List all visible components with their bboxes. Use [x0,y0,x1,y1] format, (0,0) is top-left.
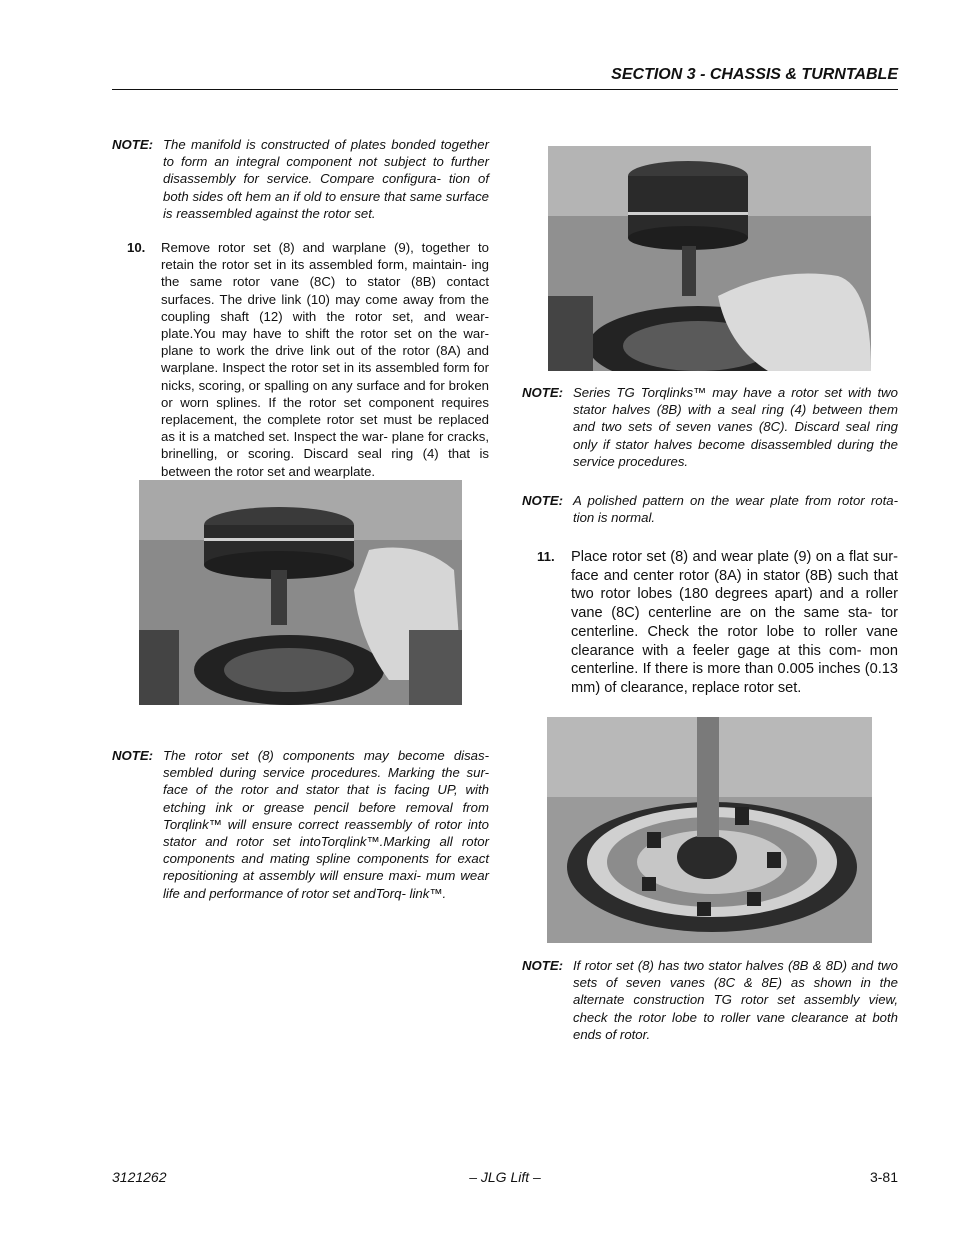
note-two-stator-halves [522,957,898,1047]
note-label: NOTE: [112,748,154,763]
note-text: A polished pattern on the wear plate from rotor rota- tion is normal. [573,493,898,526]
section-header: SECTION 3 - CHASSIS & TURNTABLE [611,66,898,83]
note-label: NOTE: [112,137,154,152]
footer-page-number: 3-81 [869,1169,898,1185]
step-text: Remove rotor set (8) and warplane (9), together to retain the rotor set in its assembled form, maintain- ing the same rotor vane (8C) to stator (8B) contact surfaces. The drive link (10) may come away from the coupling shaft (12) with the rotor set, and wear- plate.You may have to shift the rotor set on the war- plane to work the drive link out of the rotor (8A) and warplane. Inspect the rotor set in its assembled form for nicks, scoring, or spalling on any surface and for broken or worn splines. If the rotor set component requires replacement, the complete rotor set must be replaced as it is a matched set. Inspect the war- plane for cracks, brinelling, or scoring. Discard seal ring (4) that is between the rotor set and wearplate. [161,240,489,479]
step-number: 11. [537,549,555,564]
note-polished-pattern [522,492,898,528]
step-number: 10. [127,240,146,255]
rotor-set-removal-photo [139,480,462,705]
header-rule [112,89,898,90]
step-10 [127,239,489,479]
note-label: NOTE: [522,385,564,400]
note-text: The rotor set (8) components may become disas- sembled during service procedures. Marking the sur- face of the rotor and stator that is facing UP, with etching ink or grease pencil before removal from Torqlink™ will ensure correct reassembly of rotor into stator and rotor set intoTorqlink™.Marking all rotor components and mating spline components for exact repositioning at assembly will ensure maxi- mum wear life and performance of rotor set andTorq- link™. [163,748,489,901]
note-label: NOTE: [522,958,564,973]
note-text: The manifold is constructed of plates bonded together to form an integral component not subject to further disassembly for service. Compare configura- tion of both sides oft hem an if old to ensure that same surface is reassembled against the rotor set. [163,137,489,221]
note-label: NOTE: [522,493,564,508]
note-text: If rotor set (8) has two stator halves (8B & 8D) and two sets of seven vanes (8C & 8E) as shown in the alternate construction TG rotor set assembly view, check the rotor lobe to roller vane clearance at both ends of rotor. [573,958,898,1042]
step-text: Place rotor set (8) and wear plate (9) on a flat sur- face and center rotor (8A) in stator (8B) such that two rotor lobes (180 degrees apart) and a roller vane (8C) centerline are on the same sta- tor centerline. Check the rotor lobe to roller vane clearance with a feeler gage at this com- mon centerline. If there is more than 0.005 inches (0.13 mm) of clearance, replace rotor set. [571,549,898,696]
step-11 [537,548,898,718]
feeler-gage-photo [547,717,872,943]
rotor-set-lift-photo [548,146,871,371]
note-manifold [112,136,489,226]
note-text: Series TG Torqlinks™ may have a rotor set with two stator halves (8B) with a seal ring (4) between them and two sets of seven vanes (8C). Discard seal ring only if stator halves become disassembled during the service procedures. [573,385,898,469]
note-rotor-marking [112,747,489,922]
footer-doc-number: 3121262 [112,1169,167,1185]
note-series-tg [522,384,898,474]
footer-publisher: – JLG Lift – [469,1169,541,1185]
